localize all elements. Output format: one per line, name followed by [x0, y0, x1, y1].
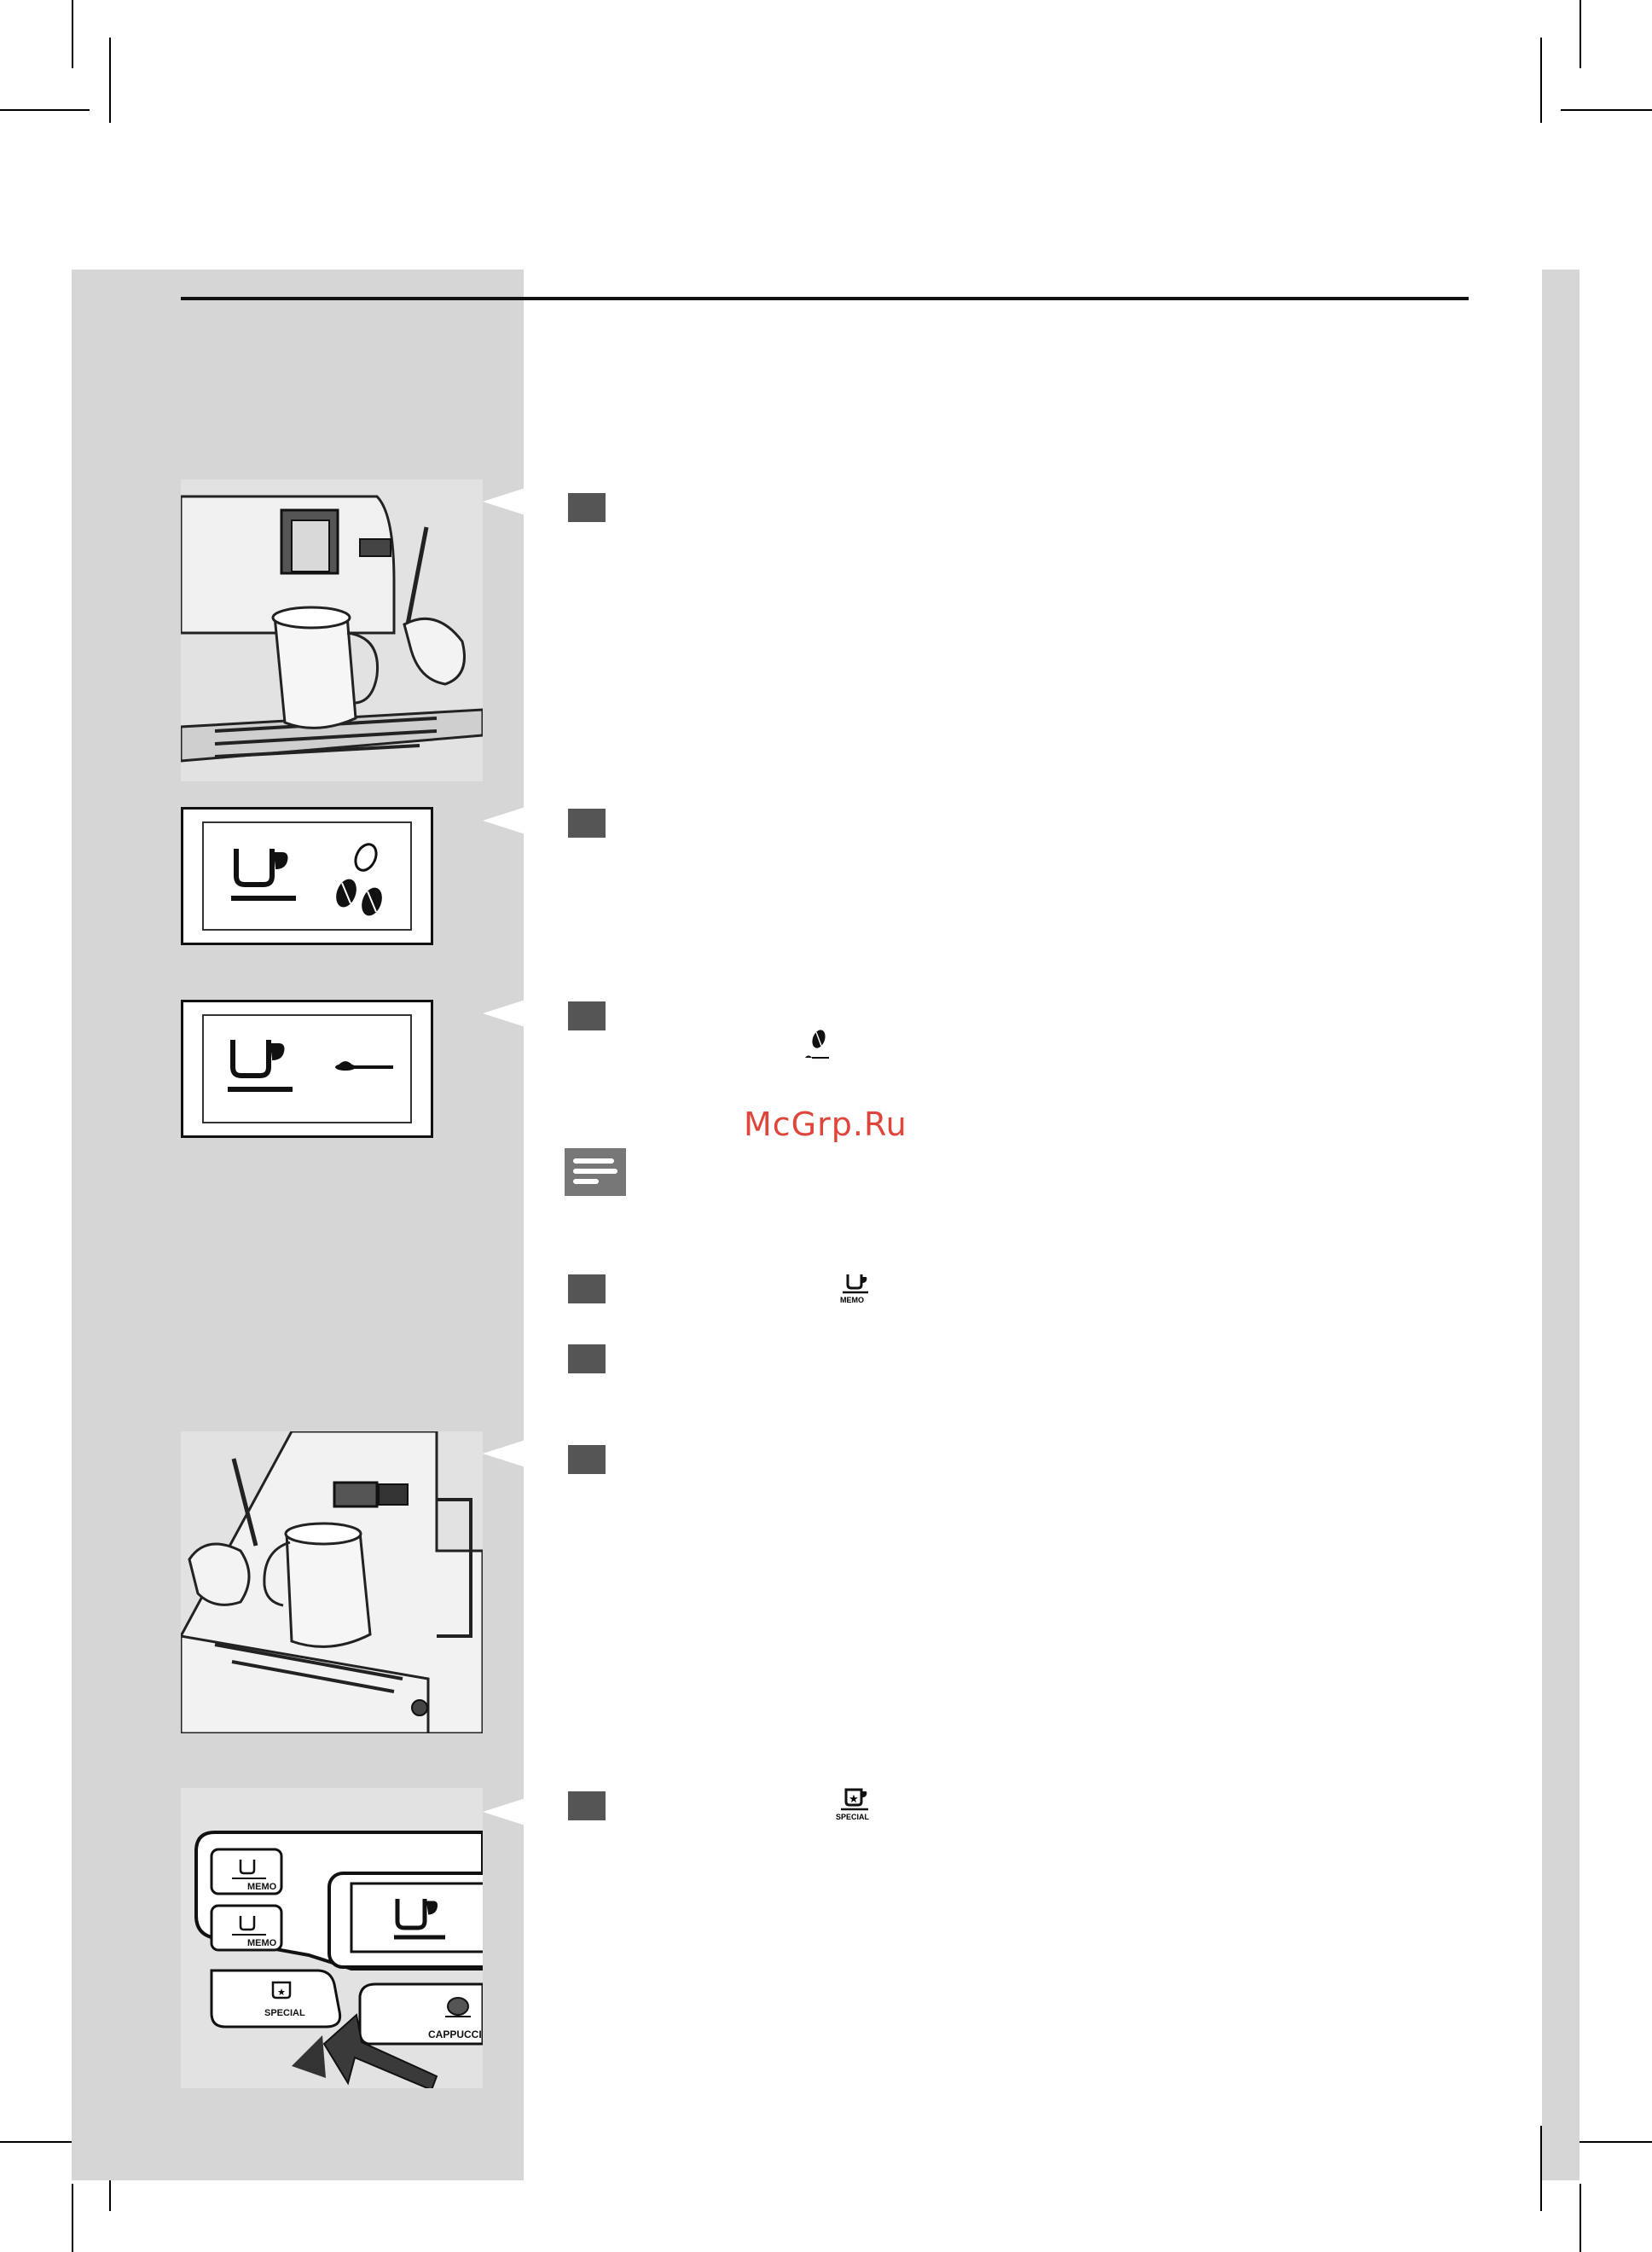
memo-button-label-bottom: MEMO: [247, 1938, 277, 1948]
illustration-control-panel: [181, 1788, 483, 2088]
special-button-label: SPECIAL: [264, 2008, 305, 2018]
memo-button-icon: [836, 1271, 873, 1310]
memo-icon-label: MEMO: [840, 1296, 864, 1304]
note-icon: [565, 1148, 626, 1196]
illustration-jug-under-wand: [181, 479, 483, 781]
special-icon-label: SPECIAL: [836, 1813, 870, 1821]
cappuccino-button-label: CAPPUCCI: [428, 2029, 482, 2040]
header-rule: [181, 297, 1469, 300]
memo-button-label-top: MEMO: [247, 1882, 277, 1892]
step-marker-1: [568, 493, 606, 522]
step-marker-7: [568, 1791, 606, 1820]
coffee-strength-icon: [800, 1027, 834, 1068]
step-marker-2: [568, 809, 606, 838]
lcd-display-scoop: [181, 1000, 433, 1138]
illustration-jug-removed: [181, 1431, 483, 1733]
step-marker-4: [568, 1274, 606, 1303]
right-edge-tab: [1542, 270, 1580, 2180]
step-marker-6: [568, 1445, 606, 1474]
step-marker-5: [568, 1344, 606, 1373]
watermark-text: McGrp.Ru: [744, 1106, 907, 1143]
lcd-display-beans: [181, 807, 433, 945]
callout-pointer-5: [483, 1798, 525, 1825]
special-button-icon: [832, 1788, 877, 1827]
callout-pointer-1: [483, 488, 525, 515]
callout-pointer-4: [483, 1440, 525, 1467]
svg-text:★: ★: [277, 1987, 286, 1998]
callout-pointer-2: [483, 807, 525, 834]
step-marker-3: [568, 1001, 606, 1030]
callout-pointer-3: [483, 1000, 525, 1027]
svg-text:★: ★: [849, 1793, 859, 1806]
